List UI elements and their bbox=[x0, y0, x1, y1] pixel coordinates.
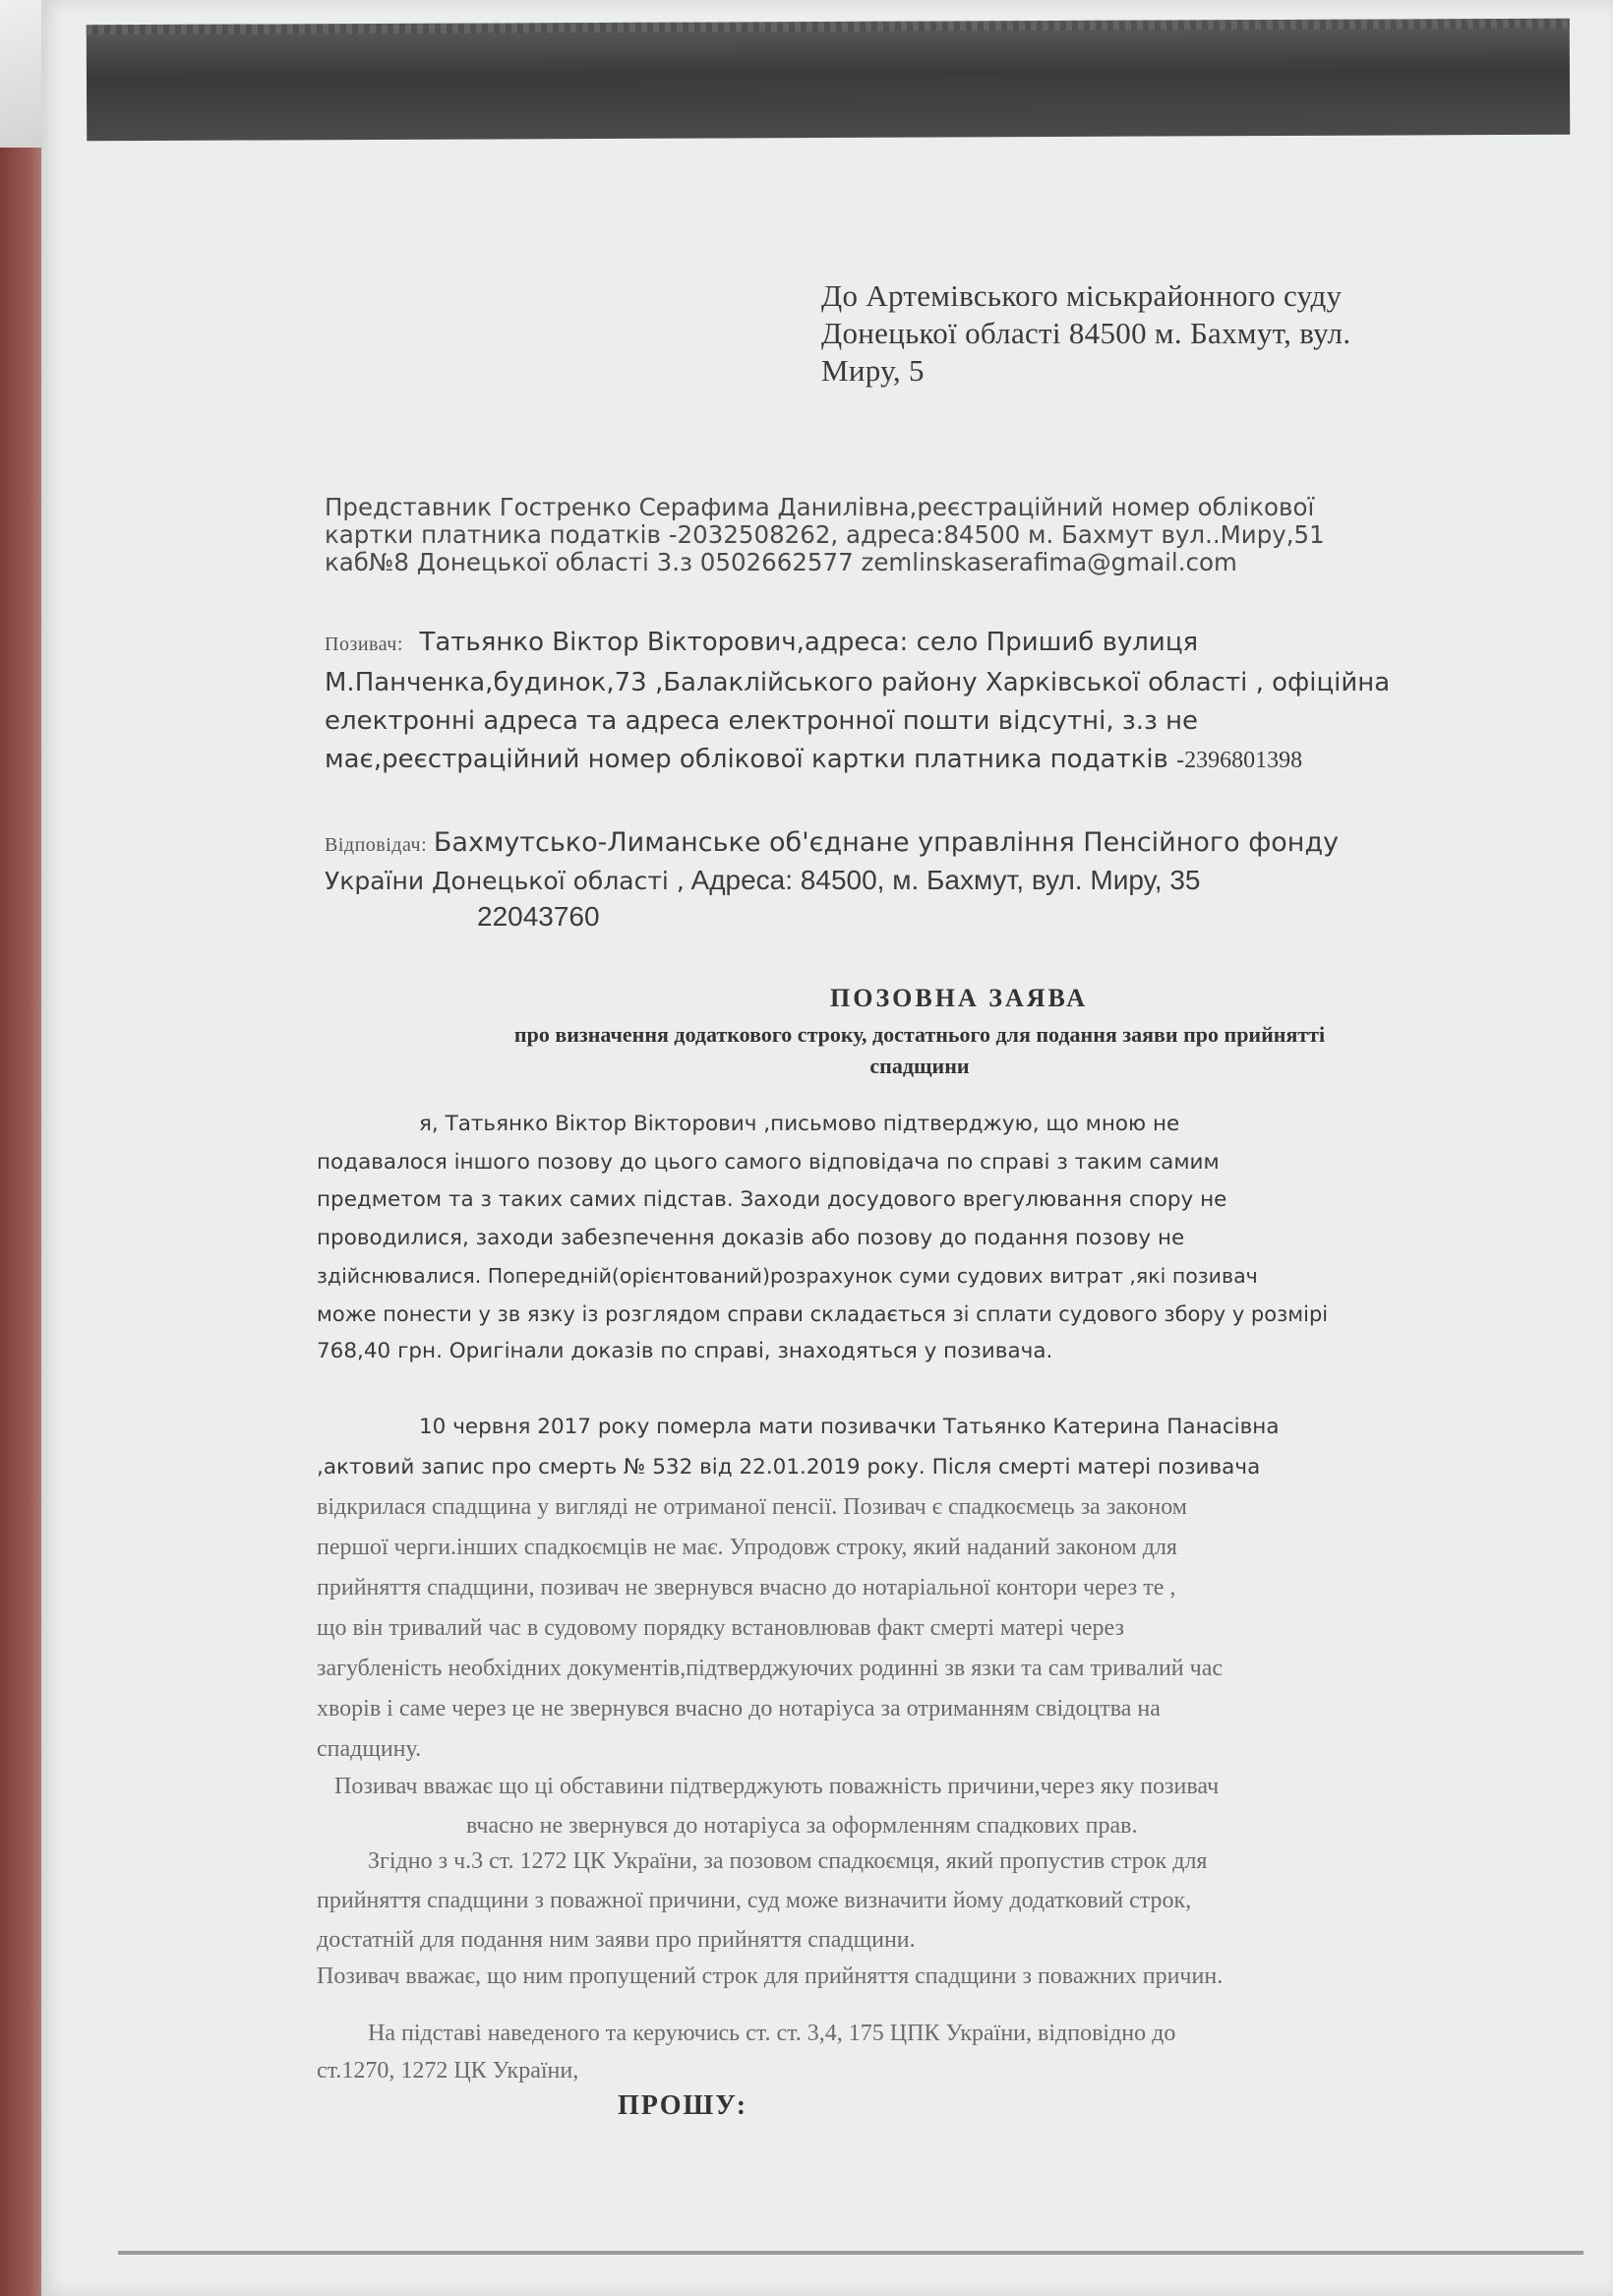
representative-line: каб№8 Донецької області 3.з 0502662577 zemlinskaserafima@gmail.com bbox=[325, 548, 1237, 576]
paragraph-line: ст.1270, 1272 ЦК України, bbox=[317, 2058, 579, 2084]
defendant-text: Бахмутсько-Лиманське об'єднане управління Пенсійного фонду bbox=[433, 827, 1340, 858]
paragraph-line: подавалося іншого позову до цього самого відповідача по справі з таким самим bbox=[317, 1149, 1220, 1175]
tax-number: -2396801398 bbox=[1176, 748, 1303, 773]
paragraph-line: Позивач вважає що ці обставини підтверджують поважність причини,через яку позивач bbox=[334, 1774, 1220, 1799]
defendant-address: Адреса: 84500, м. Бахмут, вул. Миру, 35 bbox=[690, 865, 1201, 895]
paragraph-line: Згідно з ч.3 ст. 1272 ЦК України, за позовом спадкоємця, який пропустив строк для bbox=[368, 1848, 1208, 1874]
plaintiff-line bbox=[325, 624, 1515, 664]
paragraph-claim bbox=[317, 1958, 1507, 1995]
paragraph-line: вчасно не звернувся до нотаріуса за оформленням спадкових прав. bbox=[466, 1813, 1138, 1839]
court-address-line: Миру, 5 bbox=[821, 353, 925, 388]
paragraph-line: я, Татьянко Віктор Вікторович ,письмово підтверджую, що мною не bbox=[419, 1112, 1180, 1136]
paragraph-line: 768,40 грн. Оригінали доказів по справі, знаходяться у позивача. bbox=[317, 1339, 1053, 1363]
defendant-label: Відповідач: bbox=[325, 834, 428, 856]
plaintiff-text: Татьянко Віктор Вікторович,адреса: село Пришиб вулиця bbox=[419, 628, 1199, 657]
defendant-line bbox=[325, 824, 1515, 863]
paragraph-line: предметом та з таких самих підстав. Заходи досудового врегулювання спору не bbox=[317, 1187, 1227, 1212]
plaintiff-text: має,реєстраційний номер облікової картки платника податків bbox=[325, 745, 1168, 774]
paragraph-circumstances bbox=[317, 1407, 1507, 1770]
defendant-code: 22043760 bbox=[477, 901, 600, 932]
paragraph-line: може понести у зв язку із розглядом справи складається зі сплати судового збору у розмірі bbox=[317, 1301, 1329, 1326]
plaintiff-label: Позивач: bbox=[325, 634, 403, 655]
paragraph-reasons bbox=[317, 1767, 1507, 1845]
document-heading bbox=[325, 984, 1515, 1082]
defendant-text: України Донецької області , bbox=[325, 867, 685, 895]
paragraph-line: ,актовий запис про смерть № 532 від 22.01.2019 року. Після смерті матері позивача bbox=[317, 1455, 1261, 1480]
paragraph-line: прийняття спадщини, позивач не звернувся вчасно до нотаріальної контори через те , bbox=[317, 1575, 1176, 1601]
plaintiff-line bbox=[325, 741, 1515, 780]
paragraph-law bbox=[317, 1842, 1507, 1960]
paragraph-line: хворів і саме через це не звернувся вчасно до нотаріуса за отриманням свідоцтва на bbox=[317, 1696, 1161, 1722]
representative-block bbox=[325, 494, 1495, 576]
paragraph-line: проводилися, заходи забезпечення доказів або позову до подання позову не bbox=[317, 1225, 1185, 1250]
paragraph-line: прийняття спадщини з поважної причини, суд може визначити йому додатковий строк, bbox=[317, 1888, 1192, 1913]
paragraph-line: першої черги.інших спадкоємців не має. Упродовж строку, який наданий законом для bbox=[317, 1535, 1177, 1560]
paragraph-line: спадщину. bbox=[317, 1736, 422, 1762]
paragraph-line: загубленість необхідних документів,підтверджуючих родинні зв язки та сам тривалий час bbox=[317, 1656, 1224, 1681]
paragraph-line: здійснювалися. Попередній(орієнтований)розрахунок суми судових витрат ,які позивач bbox=[317, 1264, 1258, 1288]
court-address-line: До Артемівського міськрайонного суду bbox=[821, 278, 1343, 313]
document-subtitle: про визначення додаткового строку, достатнього для подання заяви про прийнятті bbox=[513, 1022, 1326, 1047]
plaintiff-line: електронні адреса та адреса електронної пошти відсутні, з.з не bbox=[325, 706, 1199, 736]
representative-line: Представник Гостренко Серафима Данилівна,реєстраційний номер облікової bbox=[325, 493, 1315, 521]
defendant-block bbox=[325, 824, 1515, 935]
paragraph-line: На підставі наведеного та керуючись ст. ст. 3,4, 175 ЦПК України, відповідно до bbox=[368, 2021, 1176, 2046]
paragraph-line: Позивач вважає, що ним пропущений строк для прийняття спадщини з поважних причин. bbox=[317, 1964, 1224, 1989]
paragraph-statement bbox=[317, 1106, 1507, 1371]
document-title: ПОЗОВНА ЗАЯВА bbox=[830, 984, 1088, 1012]
paragraph-basis bbox=[317, 2015, 1507, 2089]
paragraph-line: що він тривалий час в судовому порядку встановлював факт смерті матері через bbox=[317, 1615, 1124, 1641]
scan-top-band bbox=[87, 19, 1571, 142]
request-heading: ПРОШУ: bbox=[618, 2090, 748, 2121]
scan-bottom-edge bbox=[118, 2251, 1583, 2255]
plaintiff-block bbox=[325, 624, 1515, 780]
court-address-line: Донецької області 84500 м. Бахмут, вул. bbox=[821, 316, 1351, 350]
paragraph-line: 10 червня 2017 року померла мати позивачки Татьянко Катерина Панасівна bbox=[419, 1415, 1280, 1439]
representative-line: картки платника податків -2032508262, адреса:84500 м. Бахмут вул..Миру,51 bbox=[325, 520, 1325, 549]
paragraph-line: відкрилася спадщина у вигляді не отриманої пенсії. Позивач є спадкоємець за законом bbox=[317, 1494, 1187, 1520]
court-address bbox=[821, 277, 1451, 390]
defendant-line bbox=[325, 863, 1515, 899]
paragraph-line: достатній для подання ним заяви про прийняття спадщини. bbox=[317, 1927, 916, 1953]
plaintiff-line: М.Панченка,будинок,73 ,Балаклійського району Харківської області , офіційна bbox=[325, 668, 1391, 697]
document-subtitle: спадщини bbox=[869, 1054, 970, 1078]
